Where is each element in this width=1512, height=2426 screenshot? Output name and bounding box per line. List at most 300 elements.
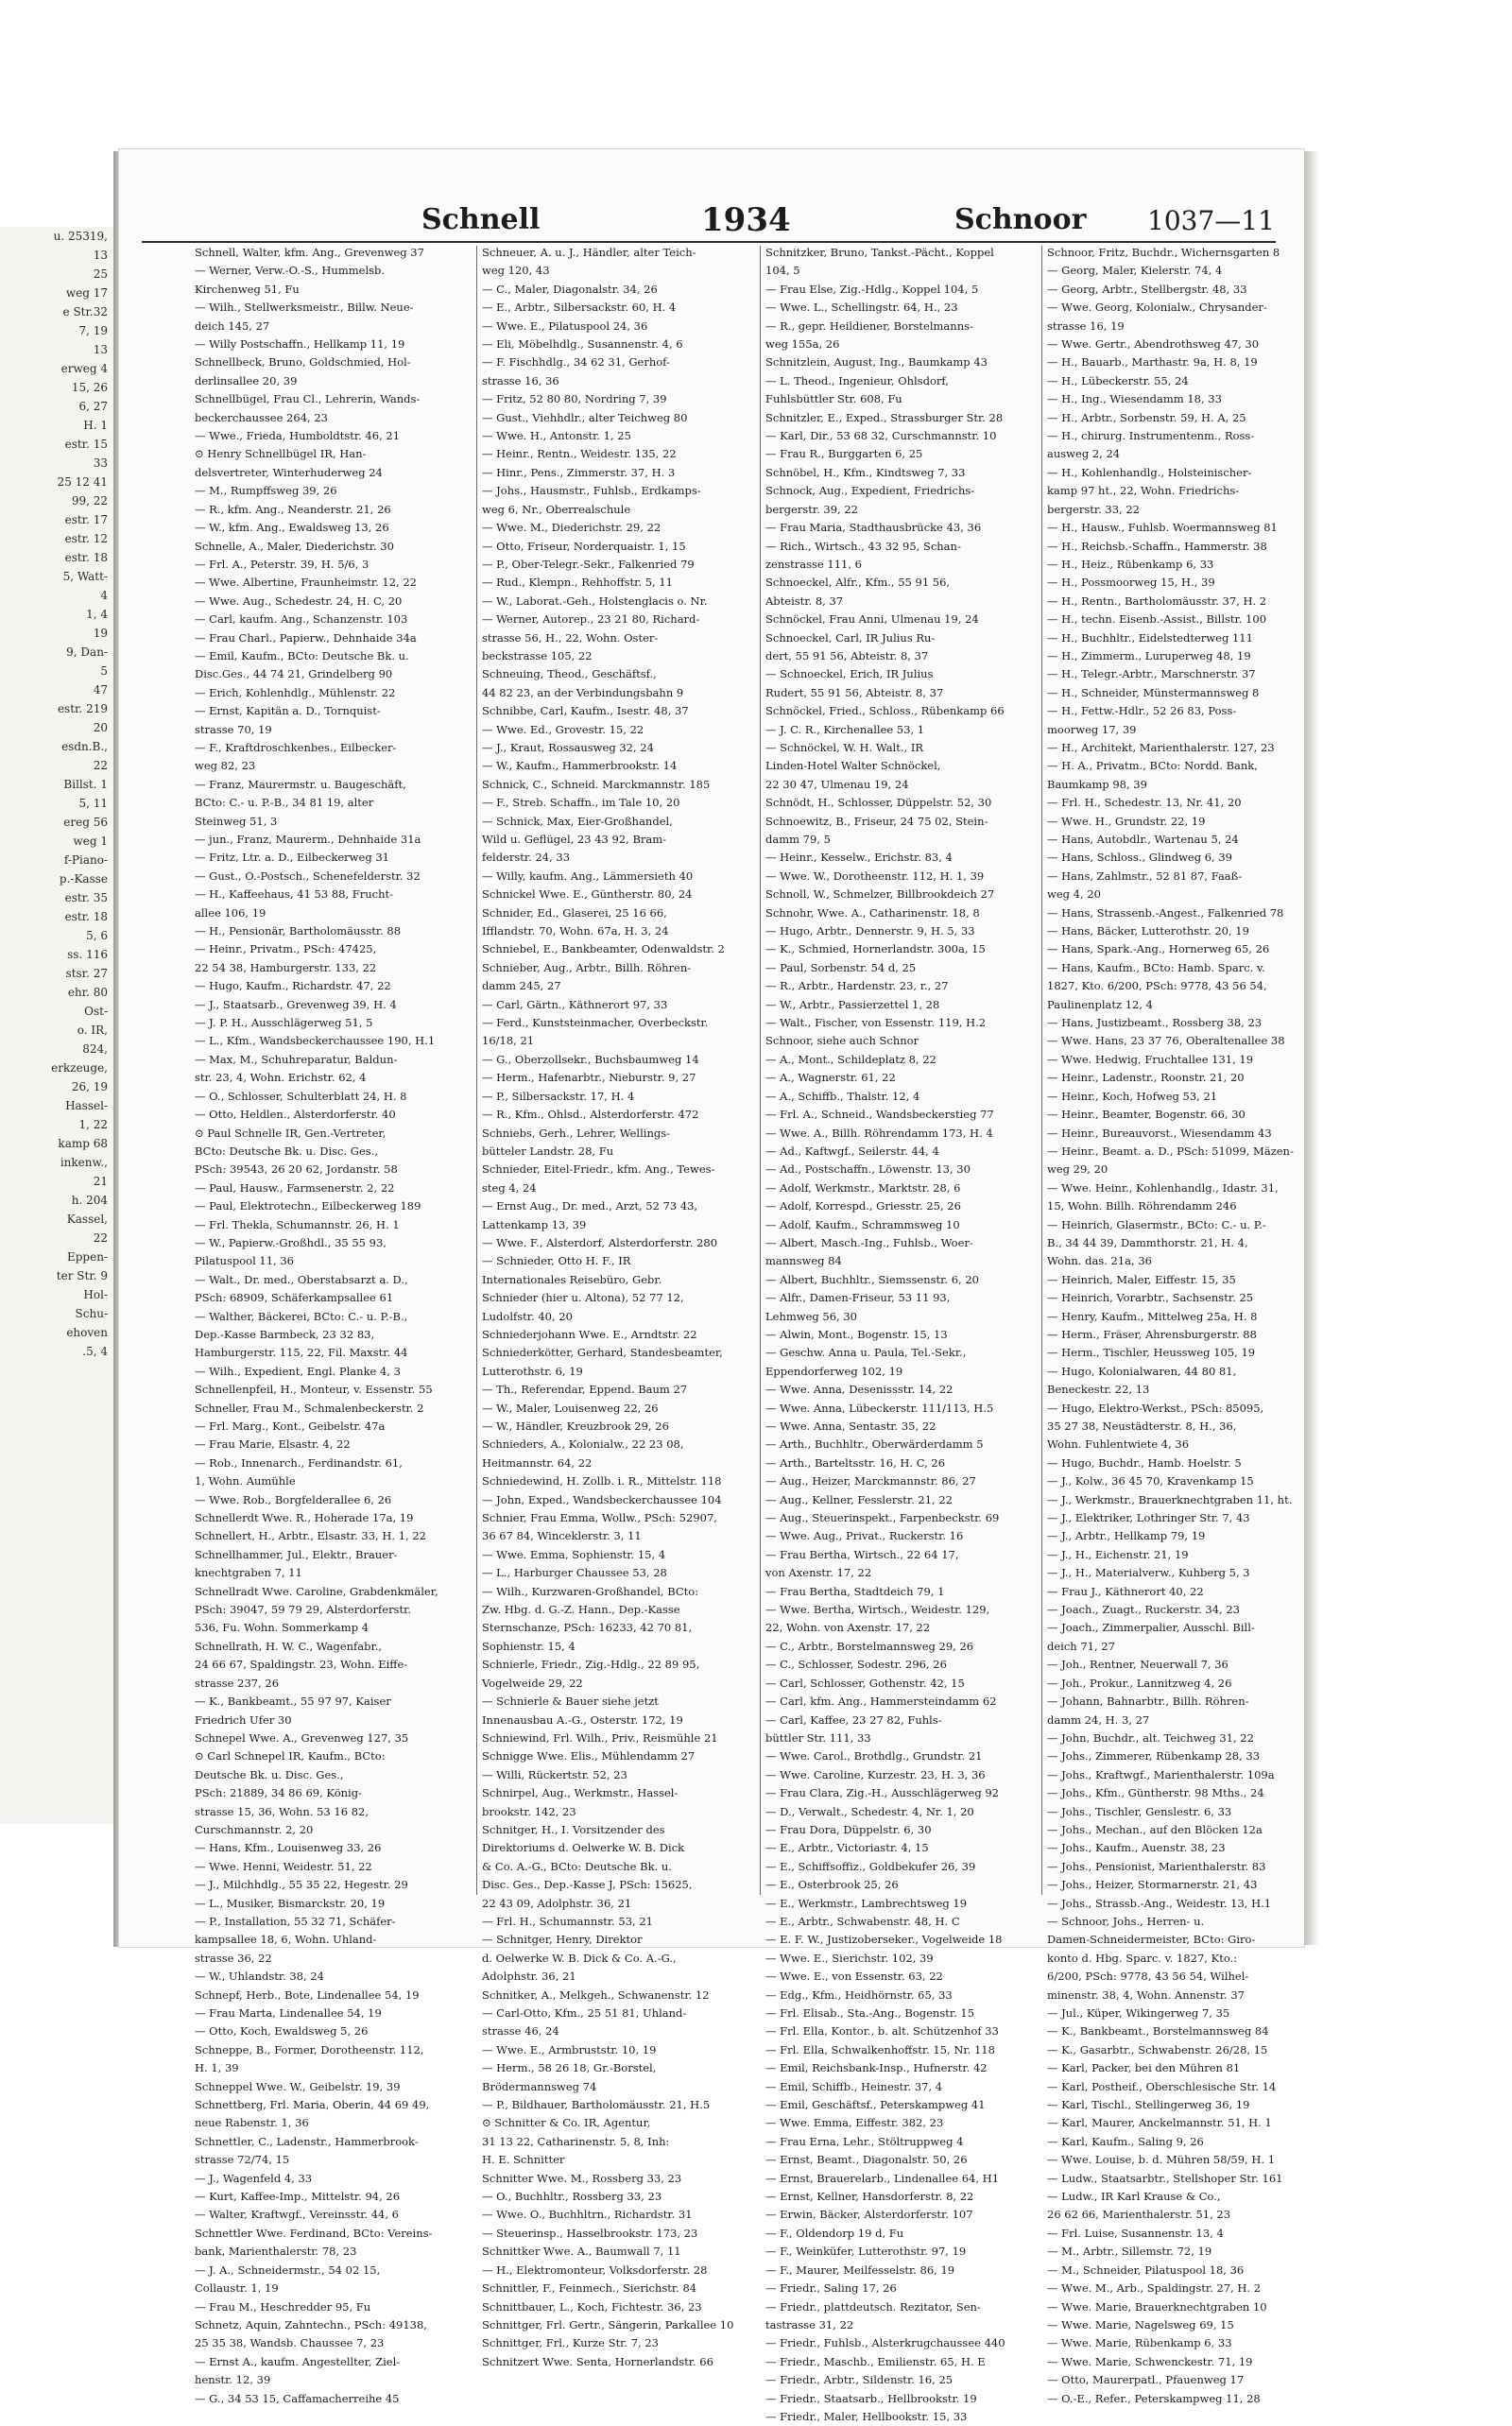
directory-entry-line: — Herm., 58 26 18, Gr.-Borstel,: [482, 2061, 657, 2075]
directory-entry-line: deich 71, 27: [1047, 1639, 1115, 1653]
directory-entry-line: — H. A., Privatm., BCto: Nordd. Bank,: [1047, 759, 1258, 773]
margin-fragment: estr. 17: [64, 513, 108, 526]
directory-entry-line: — Heinrich, Glasermstr., BCto: C.- u. P.-: [1047, 1217, 1266, 1231]
directory-entry-line: — Frau J., Käthnerort 40, 22: [1047, 1584, 1204, 1598]
directory-entry-line: Schnieder (hier u. Altona), 52 77 12,: [482, 1291, 684, 1305]
directory-entry-line: — Johs., Kfm., Güntherstr. 98 Mths., 24: [1047, 1786, 1264, 1800]
directory-entry-line: — Werner, Verw.-O.-S., Hummelsb.: [195, 264, 386, 278]
directory-entry-line: Schnock, Aug., Expedient, Friedrichs-: [765, 484, 975, 498]
directory-entry-line: B., 34 44 39, Dammthorstr. 21, H. 4,: [1047, 1235, 1248, 1249]
directory-entry-line: strasse 46, 24: [482, 2024, 559, 2039]
directory-entry-line: Curschmannstr. 2, 20: [195, 1822, 314, 1836]
header-last-entry-word: Schnoor: [954, 203, 1087, 236]
directory-entry-line: Schnellert, H., Arbtr., Elsastr. 33, H. 1, 22: [195, 1529, 426, 1543]
margin-fragment: 7, 19: [78, 324, 108, 337]
directory-entry-line: Schnittker Wwe. A., Baumwall 7, 11: [482, 2245, 681, 2259]
directory-entry-line: — Hugo, Buchdr., Hamb. Hoelstr. 5: [1047, 1455, 1242, 1470]
directory-entry-line: Schnödt, H., Schlosser, Düppelstr. 52, 30: [765, 796, 992, 810]
directory-entry-line: Schnöckel, Fried., Schloss., Rübenkamp 66: [765, 704, 1005, 718]
margin-fragment: e Str.32: [62, 305, 108, 318]
directory-entry-line: allee 106, 19: [195, 905, 266, 920]
directory-entry-line: — Wwe. O., Buchhltrn., Richardstr. 31: [482, 2208, 693, 2222]
directory-entry-line: — Frau Marta, Lindenallee 54, 19: [195, 2006, 382, 2020]
directory-entry-line: — Johs., Hausmstr., Fuhlsb., Erdkamps-: [482, 484, 701, 498]
directory-entry-line: — Hans, Bäcker, Lutterothstr. 20, 19: [1047, 924, 1249, 938]
directory-entry-line: — Wwe. M., Diederichstr. 29, 22: [482, 521, 662, 535]
margin-fragment: 1, 22: [78, 1118, 108, 1131]
directory-entry-line: — Eli, Möbelhdlg., Susannenstr. 4, 6: [482, 337, 683, 352]
directory-entry-line: — Heinr., Koch, Hofweg 53, 21: [1047, 1089, 1218, 1103]
directory-entry-line: Schniederjohann Wwe. E., Arndtstr. 22: [482, 1327, 697, 1341]
directory-entry-line: derlinsallee 20, 39: [195, 373, 298, 387]
margin-fragment: Hol-: [83, 1288, 108, 1301]
directory-entry-line: — F., Weinküfer, Lutterothstr. 97, 19: [765, 2245, 967, 2259]
directory-entry-line: tastrasse 31, 22: [765, 2317, 854, 2331]
directory-entry-line: 1827, Kto. 6/200, PSch: 9778, 43 56 54,: [1047, 979, 1267, 993]
directory-entry-line: — Emil, Geschäftsf., Peterskampweg 41: [765, 2098, 986, 2112]
directory-entry-line: — Willi, Rückertstr. 52, 23: [482, 1767, 627, 1781]
directory-entry-line: — K., Bankbeamt., Borstelmannsweg 84: [1047, 2024, 1269, 2039]
margin-fragment: ehoven: [66, 1326, 108, 1339]
directory-entry-line: — Wwe. Marie, Schwenckestr. 71, 19: [1047, 2354, 1253, 2368]
margin-fragment: estr. 12: [64, 532, 108, 545]
directory-entry-line: 6/200, PSch: 9778, 43 56 54, Wilhel-: [1047, 1970, 1249, 1984]
directory-entry-line: — Karl, Maurer, Anckelmannstr. 51, H. 1: [1047, 2116, 1272, 2130]
directory-entry-line: — W., Laborat.-Geh., Holstenglacis o. Nr.: [482, 594, 708, 608]
directory-entry-line: weg 82, 23: [195, 759, 256, 773]
directory-entry-line: H. 1, 39: [195, 2061, 239, 2075]
directory-entry-line: — E., Arbtr., Silbersackstr. 60, H. 4: [482, 301, 677, 315]
directory-entry-line: Brödermannsweg 74: [482, 2079, 597, 2093]
directory-entry-line: — Wwe. A., Billh. Röhrendamm 173, H. 4: [765, 1126, 993, 1140]
directory-entry-line: — Schnierle & Bauer siehe jetzt: [482, 1695, 659, 1709]
margin-fragment: 1, 4: [86, 608, 108, 621]
directory-entry-line: — H., chirurg. Instrumentenm., Ross-: [1047, 429, 1255, 443]
directory-entry-line: — Karl, Kaufm., Saling 9, 26: [1047, 2134, 1204, 2148]
directory-entry-line: — Wwe. Anna, Desenissstr. 14, 22: [765, 1383, 954, 1397]
directory-entry-line: — H., Elektromonteur, Volksdorferstr. 28: [482, 2263, 708, 2277]
directory-entry-line: — H., Pensionär, Bartholomäusstr. 88: [195, 924, 402, 938]
directory-entry-line: Steinweg 51, 3: [195, 814, 278, 828]
directory-entry-line: d. Oelwerke W. B. Dick & Co. A.-G.,: [482, 1951, 677, 1965]
directory-entry-line: — E. F. W., Justizoberseker., Vogelweide 18: [765, 1933, 1003, 1947]
directory-entry-line: — F. Fischhdlg., 34 62 31, Gerhof-: [482, 355, 670, 370]
directory-entry-line: — Carl, Kaffee, 23 27 82, Fuhls-: [765, 1712, 942, 1727]
directory-entry-line: — Albert, Masch.-Ing., Fuhlsb., Woer-: [765, 1235, 973, 1249]
directory-entry-line: Schnellerdt Wwe. R., Hoherade 17a, 19: [195, 1511, 414, 1525]
margin-fragment: erkzeuge,: [51, 1061, 108, 1075]
directory-entry-line: — D., Verwalt., Schedestr. 4, Nr. 1, 20: [765, 1804, 974, 1818]
directory-entry-line: Schniewind, Frl. Wilh., Priv., Reismühle 21: [482, 1730, 718, 1745]
directory-entry-line: Wohn. das. 21a, 36: [1047, 1254, 1152, 1268]
directory-entry-line: Rudert, 55 91 56, Abteistr. 8, 37: [765, 685, 944, 699]
directory-entry-line: Zw. Hbg. d. G.-Z. Hann., Dep.-Kasse: [482, 1603, 680, 1617]
directory-entry-line: Heitmannstr. 64, 22: [482, 1455, 593, 1470]
directory-entry-line: — Wwe. Hans, 23 37 76, Oberaltenallee 38: [1047, 1034, 1285, 1048]
margin-fragment: 20: [93, 721, 108, 734]
directory-entry-line: — John, Buchdr., alt. Teichweg 31, 22: [1047, 1730, 1254, 1745]
directory-entry-line: — J., Wagenfeld 4, 33: [195, 2171, 313, 2185]
directory-entry-line: Schneller, Frau M., Schmalenbeckerstr. 2: [195, 1401, 424, 1415]
margin-fragment: weg 1: [73, 834, 108, 848]
directory-entry-line: strasse 237, 26: [195, 1676, 280, 1690]
directory-entry-line: Lutterothstr. 6, 19: [482, 1364, 583, 1378]
directory-entry-line: — H., Ing., Wiesendamm 18, 33: [1047, 392, 1222, 406]
margin-fragment: H. 1: [83, 419, 108, 432]
directory-entry-line: delsvertreter, Winterhuderweg 24: [195, 465, 383, 479]
directory-entry-line: — L. Theod., Ingenieur, Ohlsdorf,: [765, 373, 949, 387]
margin-fragment: Billst. 1: [63, 778, 108, 791]
directory-entry-line: — K., Schmied, Hornerlandstr. 300a, 15: [765, 942, 986, 956]
directory-entry-line: — Ernst, Kellner, Hansdorferstr. 8, 22: [765, 2190, 974, 2204]
directory-entry-line: — Frau Erna, Lehr., Stöltruppweg 4: [765, 2134, 964, 2148]
directory-entry-line: — G., 34 53 15, Caffamacherreihe 45: [195, 2391, 400, 2405]
directory-entry-line: — W., Kaufm., Hammerbrookstr. 14: [482, 759, 678, 773]
directory-entry-line: beckstrasse 105, 22: [482, 648, 593, 662]
directory-entry-line: — Henry, Kaufm., Mittelweg 25a, H. 8: [1047, 1309, 1258, 1323]
directory-entry-line: — Steuerinsp., Hasselbrookstr. 173, 23: [482, 2226, 698, 2240]
directory-entry-line: henstr. 12, 39: [195, 2373, 271, 2387]
directory-entry-line: Innenausbau A.-G., Osterstr. 172, 19: [482, 1712, 683, 1727]
directory-entry-line: 22, Wohn. von Axenstr. 17, 22: [765, 1621, 931, 1635]
margin-fragment: 5, 6: [86, 929, 108, 942]
directory-entry-line: Sternschanze, PSch: 16233, 42 70 81,: [482, 1621, 693, 1635]
directory-entry-line: — M., Rumpffsweg 39, 26: [195, 484, 337, 498]
directory-entry-line: Schnohr, Wwe. A., Catharinenstr. 18, 8: [765, 905, 980, 920]
directory-entry-line: — H., Rentn., Bartholomäusstr. 37, H. 2: [1047, 594, 1267, 608]
margin-fragment: 26, 19: [71, 1080, 108, 1093]
directory-entry-line: — Frau Dora, Düppelstr. 6, 30: [765, 1822, 932, 1836]
directory-entry-line: — Paul, Elektrotechn., Eilbeckerweg 189: [195, 1199, 421, 1213]
directory-entry-line: moorweg 17, 39: [1047, 722, 1137, 736]
directory-entry-line: Beneckestr. 22, 13: [1047, 1383, 1150, 1397]
directory-entry-line: — Wwe. Aug., Privat., Ruckerstr. 16: [765, 1529, 964, 1543]
margin-fragment: 9, Dan-: [66, 645, 108, 659]
directory-entry-line: weg 155a, 26: [765, 337, 840, 352]
directory-entry-line: — Joh., Rentner, Neuerwall 7, 36: [1047, 1658, 1228, 1672]
directory-entry-line: — Karl, Postheif., Oberschlesische Str. 14: [1047, 2079, 1277, 2093]
directory-entry-line: — Jul., Küper, Wikingerweg 7, 35: [1047, 2006, 1230, 2020]
directory-entry-line: — Wwe. Carol., Brothdlg., Grundstr. 21: [765, 1749, 983, 1764]
directory-entry-line: — H., Reichsb.-Schaffn., Hammerstr. 38: [1047, 539, 1267, 553]
directory-entry-line: — Johann, Bahnarbtr., Billh. Röhren-: [1047, 1695, 1249, 1709]
directory-entry-line: ⊙ Carl Schnepel IR, Kaufm., BCto:: [195, 1749, 386, 1764]
directory-entry-line: — P., Silbersackstr. 17, H. 4: [482, 1089, 635, 1103]
directory-entry-line: — Otto, Maurerpatl., Pfauenweg 17: [1047, 2373, 1245, 2387]
directory-entry-line: — Frl. Elisab., Sta.-Ang., Bogenstr. 15: [765, 2006, 975, 2020]
directory-entry-line: Schniederkötter, Gerhard, Standesbeamter,: [482, 1346, 723, 1360]
directory-entry-line: — Willy, kaufm. Ang., Lämmersieth 40: [482, 869, 694, 883]
margin-fragment: 824,: [82, 1042, 108, 1056]
directory-entry-line: — Wilh., Expedient, Engl. Planke 4, 3: [195, 1364, 401, 1378]
directory-entry-line: — Frau Maria, Stadthausbrücke 43, 36: [765, 521, 982, 535]
column-divider: [476, 246, 477, 1895]
directory-entry-line: & Co. A.-G., BCto: Deutsche Bk. u.: [482, 1859, 672, 1873]
directory-entry-line: bergerstr. 39, 22: [765, 502, 858, 516]
directory-entry-line: — Hans, Zahlmstr., 52 81 87, Faaß-: [1047, 869, 1243, 883]
directory-entry-line: — W., Papierw.-Großhdl., 35 55 93,: [195, 1235, 387, 1249]
directory-entry-line: — Carl, kaufm. Ang., Schanzenstr. 103: [195, 612, 408, 627]
directory-entry-line: PSch: 21889, 34 86 69, König-: [195, 1786, 362, 1800]
directory-entry-line: — Hugo, Kolonialwaren, 44 80 81,: [1047, 1364, 1237, 1378]
directory-entry-line: Fuhlsbüttler Str. 608, Fu: [765, 392, 902, 406]
directory-entry-line: Schnirpel, Aug., Werkmstr., Hassel-: [482, 1786, 679, 1800]
directory-entry-line: 31 13 22, Catharinenstr. 5, 8, Inh:: [482, 2134, 670, 2148]
directory-entry-line: — Friedr., Maschb., Emilienstr. 65, H. E: [765, 2354, 986, 2368]
directory-entry-line: Dep.-Kasse Barmbeck, 23 32 83,: [195, 1327, 375, 1341]
directory-entry-line: Schnellenpfeil, H., Monteur, v. Essenstr. 55: [195, 1383, 433, 1397]
margin-fragment: estr. 15: [64, 438, 108, 451]
directory-entry-line: — Schnieder, Otto H. F., IR: [482, 1254, 631, 1268]
directory-entry-line: — Ernst, Brauerelarb., Lindenallee 64, H1: [765, 2171, 1000, 2185]
directory-entry-line: — Herm., Fräser, Ahrensburgerstr. 88: [1047, 1327, 1257, 1341]
directory-entry-line: Schnibbe, Carl, Kaufm., Isestr. 48, 37: [482, 704, 689, 718]
directory-entry-line: minenstr. 38, 4, Wohn. Annenstr. 37: [1047, 1987, 1245, 2002]
directory-entry-line: — H., Zimmerm., Luruperweg 48, 19: [1047, 648, 1251, 662]
directory-entry-line: Schnittbauer, L., Koch, Fichtestr. 36, 23: [482, 2299, 702, 2314]
margin-fragment: estr. 18: [64, 910, 108, 923]
directory-entry-line: neue Rabenstr. 1, 36: [195, 2116, 309, 2130]
directory-entry-line: — Johs., Mechan., auf den Blöcken 12a: [1047, 1822, 1263, 1836]
directory-entry-line: — Aug., Heizer, Marckmannstr. 86, 27: [765, 1474, 976, 1488]
directory-entry-line: Paulinenplatz 12, 4: [1047, 997, 1153, 1011]
directory-entry-line: — Friedr., Fuhlsb., Alsterkrugchaussee 440: [765, 2336, 1005, 2350]
directory-entry-line: — Ad., Postschaffn., Löwenstr. 13, 30: [765, 1162, 971, 1177]
directory-entry-line: H. E. Schnitter: [482, 2153, 565, 2167]
directory-column-4: [1047, 244, 1321, 2405]
directory-entry-line: — Aug., Kellner, Fesslerstr. 21, 22: [765, 1492, 953, 1506]
directory-entry-line: felderstr. 24, 33: [482, 851, 571, 865]
directory-entry-line: — E., Arbtr., Schwabenstr. 48, H. C: [765, 1914, 960, 1928]
directory-entry-line: — J., Kraut, Rossausweg 32, 24: [482, 740, 654, 754]
directory-entry-line: Sophienstr. 15, 4: [482, 1639, 576, 1653]
directory-entry-line: — Fritz, Ltr. a. D., Eilbeckerweg 31: [195, 851, 389, 865]
directory-entry-line: — H., Kohlenhandlg., Holsteinischer-: [1047, 465, 1252, 479]
directory-entry-line: Linden-Hotel Walter Schnöckel,: [765, 759, 941, 773]
directory-entry-line: — Arth., Buchhltr., Oberwärderdamm 5: [765, 1437, 984, 1452]
directory-entry-line: — P., Installation, 55 32 71, Schäfer-: [195, 1914, 396, 1928]
directory-entry-line: — H., Bauarb., Marthastr. 9a, H. 8, 19: [1047, 355, 1258, 370]
directory-entry-line: Schniebs, Gerh., Lehrer, Wellings-: [482, 1126, 671, 1140]
directory-entry-line: — Franz, Maurermstr. u. Baugeschäft,: [195, 777, 406, 791]
directory-entry-line: Lattenkamp 13, 39: [482, 1217, 587, 1231]
directory-entry-line: Damen-Schneidermeister, BCto: Giro-: [1047, 1933, 1256, 1947]
margin-fragment: h. 204: [71, 1194, 108, 1207]
directory-entry-line: — Hans, Kaufm., BCto: Hamb. Sparc. v.: [1047, 960, 1265, 974]
directory-entry-line: — J., Staatsarb., Grevenweg 39, H. 4: [195, 997, 397, 1011]
margin-fragment: 5, Watt-: [62, 570, 108, 583]
directory-entry-line: Schnitzert Wwe. Senta, Hornerlandstr. 66: [482, 2354, 713, 2368]
directory-entry-line: — R., gepr. Heildiener, Borstelmanns-: [765, 318, 973, 333]
directory-entry-line: 22 30 47, Ulmenau 19, 24: [765, 777, 909, 791]
directory-entry-line: — Wwe. Hedwig, Fruchtallee 131, 19: [1047, 1052, 1254, 1066]
directory-entry-line: — Otto, Friseur, Norderquaistr. 1, 15: [482, 539, 686, 553]
directory-entry-line: 1, Wohn. Aumühle: [195, 1474, 296, 1488]
directory-entry-line: damm 245, 27: [482, 979, 561, 993]
directory-entry-line: Ludolfstr. 40, 20: [482, 1309, 573, 1323]
directory-entry-line: Schnellbügel, Frau Cl., Lehrerin, Wands-: [195, 392, 421, 406]
directory-entry-line: Schnick, C., Schneid. Marckmannstr. 185: [482, 777, 711, 791]
directory-entry-line: — Karl, Dir., 53 68 32, Curschmannstr. 10: [765, 429, 997, 443]
directory-entry-line: — Schnoor, Johs., Herren- u.: [1047, 1914, 1205, 1928]
directory-entry-line: Schnellbeck, Bruno, Goldschmied, Hol-: [195, 355, 411, 370]
directory-entry-line: — Wwe. Aug., Schedestr. 24, H. C, 20: [195, 594, 403, 608]
directory-entry-line: — J., Kolw., 36 45 70, Kravenkamp 15: [1047, 1474, 1254, 1488]
directory-entry-line: — R., Arbtr., Hardenstr. 23, r., 27: [765, 979, 949, 993]
directory-entry-line: weg 29, 20: [1047, 1162, 1108, 1177]
directory-entry-line: — Wwe. Anna, Lübeckerstr. 111/113, H.5: [765, 1401, 994, 1415]
directory-entry-line: — Friedr., Maler, Hellbookstr. 15, 33: [765, 2409, 968, 2423]
directory-entry-line: — Adolf, Werkmstr., Marktstr. 28, 6: [765, 1180, 961, 1195]
directory-entry-line: — Erwin, Bäcker, Alsterdorferstr. 107: [765, 2208, 973, 2222]
directory-entry-line: — E., Osterbrook 25, 26: [765, 1878, 899, 1892]
directory-entry-line: — Erich, Kohlenhdlg., Mühlenstr. 22: [195, 685, 396, 699]
directory-entry-line: Kirchenweg 51, Fu: [195, 282, 300, 296]
directory-entry-line: ⊙ Schnitter & Co. IR, Agentur,: [482, 2116, 651, 2130]
directory-entry-line: — Frl. Thekla, Schumannstr. 26, H. 1: [195, 1217, 400, 1231]
directory-entry-line: — Fritz, 52 80 80, Nordring 7, 39: [482, 392, 667, 406]
directory-entry-line: — Rud., Klempn., Rehhoffstr. 5, 11: [482, 576, 673, 590]
margin-fragment: ehr. 80: [67, 986, 108, 999]
directory-entry-line: — Wwe. Georg, Kolonialw., Chrysander-: [1047, 301, 1267, 315]
directory-entry-line: Schnoeckel, Carl, IR Julius Ru-: [765, 630, 936, 645]
directory-entry-line: 16/18, 21: [482, 1034, 535, 1048]
directory-entry-line: Schnetz, Aquin, Zahntechn., PSch: 49138,: [195, 2317, 427, 2331]
directory-entry-line: 22 54 38, Hamburgerstr. 133, 22: [195, 960, 377, 974]
directory-entry-line: Schnickel Wwe. E., Güntherstr. 80, 24: [482, 887, 693, 902]
directory-entry-line: — Wwe. Heinr., Kohlenhandlg., Idastr. 31,: [1047, 1180, 1279, 1195]
directory-entry-line: — Wilh., Kurzwaren-Großhandel, BCto:: [482, 1584, 699, 1598]
header-page-number: 1037—11: [1147, 205, 1275, 236]
directory-entry-line: — Heinr., Bureauvorst., Wiesendamm 43: [1047, 1126, 1272, 1140]
directory-entry-line: — Hans, Justizbeamt., Rossberg 38, 23: [1047, 1016, 1263, 1030]
directory-entry-line: — Herm., Hafenarbtr., Nieburstr. 9, 27: [482, 1071, 696, 1085]
margin-fragment: p.-Kasse: [59, 872, 108, 886]
directory-entry-line: — J. C. R., Kirchenallee 53, 1: [765, 722, 925, 736]
directory-entry-line: kampsallee 18, 6, Wohn. Uhland-: [195, 1933, 377, 1947]
margin-fragment: 5, 11: [78, 797, 108, 810]
directory-entry-line: — Wwe. Emma, Eiffestr. 382, 23: [765, 2116, 944, 2130]
directory-entry-line: — H., Heiz., Rübenkamp 6, 33: [1047, 557, 1214, 571]
directory-entry-line: Schnoor, siehe auch Schnor: [765, 1034, 919, 1048]
directory-entry-line: — M., Arbtr., Sillemstr. 72, 19: [1047, 2245, 1212, 2259]
directory-entry-line: — Frau R., Burggarten 6, 25: [765, 447, 923, 461]
margin-fragment: inkenw.,: [60, 1156, 108, 1169]
directory-entry-line: — W., kfm. Ang., Ewaldsweg 13, 26: [195, 521, 389, 535]
directory-entry-line: — jun., Franz, Maurerm., Dehnhaide 31a: [195, 833, 421, 846]
directory-entry-line: — Ludw., Staatsarbtr., Stellshoper Str. 161: [1047, 2171, 1283, 2185]
directory-entry-line: PSch: 68909, Schäferkampsallee 61: [195, 1291, 394, 1305]
directory-entry-line: Schneppel Wwe. W., Geibelstr. 19, 39: [195, 2079, 401, 2093]
directory-entry-line: Direktoriums d. Oelwerke W. B. Dick: [482, 1841, 685, 1855]
directory-entry-line: — W., Händler, Kreuzbrook 29, 26: [482, 1419, 669, 1433]
directory-entry-line: Schnellradt Wwe. Caroline, Grabdenkmäler,: [195, 1584, 438, 1598]
margin-fragment: o. IR,: [77, 1024, 108, 1037]
directory-entry-line: Schnoor, Fritz, Buchdr., Wichernsgarten 8: [1047, 246, 1280, 259]
directory-entry-line: — Schnick, Max, Eier-Großhandel,: [482, 814, 673, 828]
directory-entry-line: — C., Schlosser, Sodestr. 296, 26: [765, 1658, 947, 1672]
directory-entry-line: BCto: Deutsche Bk. u. Disc. Ges.,: [195, 1144, 379, 1158]
directory-entry-line: — Carl, Gärtn., Käthnerort 97, 33: [482, 997, 668, 1011]
directory-entry-line: — Emil, Schiffb., Heinestr. 37, 4: [765, 2079, 943, 2093]
directory-entry-line: — Rich., Wirtsch., 43 32 95, Schan-: [765, 539, 961, 553]
directory-entry-line: Adolphstr. 36, 21: [482, 1970, 576, 1984]
directory-entry-line: ausweg 2, 24: [1047, 447, 1121, 461]
directory-entry-line: — Johs., Heizer, Stormarnerstr. 21, 43: [1047, 1878, 1258, 1892]
directory-entry-line: — E., Werkmstr., Lambrechtsweg 19: [765, 1896, 968, 1910]
directory-entry-line: — Walt., Dr. med., Oberstabsarzt a. D.,: [195, 1272, 408, 1286]
directory-entry-line: — Geschw. Anna u. Paula, Tel.-Sekr.,: [765, 1346, 967, 1360]
directory-entry-line: — Wwe. Marie, Rübenkamp 6, 33: [1047, 2336, 1232, 2350]
directory-entry-line: — Edg., Kfm., Heidhörnstr. 65, 33: [765, 1987, 953, 2002]
directory-entry-line: — M., Schneider, Pilatuspool 18, 36: [1047, 2263, 1245, 2277]
margin-fragment: weg 17: [65, 286, 108, 300]
directory-entry-line: kamp 97 ht., 22, Wohn. Friedrichs-: [1047, 484, 1240, 498]
directory-entry-line: — Wwe. Albertine, Fraunheimstr. 12, 22: [195, 576, 417, 590]
directory-entry-line: — F., Oldendorp 19 d, Fu: [765, 2226, 904, 2240]
margin-fragment: u. 25319,: [53, 230, 108, 243]
directory-entry-line: weg 4, 20: [1047, 887, 1101, 902]
directory-entry-line: Schnettler, C., Ladenstr., Hammerbrook-: [195, 2134, 419, 2148]
directory-entry-line: steg 4, 24: [482, 1180, 537, 1195]
directory-entry-line: Schnöbel, H., Kfm., Kindtsweg 7, 33: [765, 465, 966, 479]
directory-entry-line: 25 35 38, Wandsb. Chaussee 7, 23: [195, 2336, 385, 2350]
directory-entry-line: Disc.Ges., 44 74 21, Grindelberg 90: [195, 667, 393, 681]
directory-entry-line: — Wwe. Marie, Brauerknechtgraben 10: [1047, 2299, 1267, 2314]
directory-entry-line: damm 79, 5: [765, 833, 831, 846]
directory-entry-line: — Wwe. F., Alsterdorf, Alsterdorferstr. 280: [482, 1235, 718, 1249]
directory-entry-line: — Johs., Pensionist, Marienthalerstr. 83: [1047, 1859, 1266, 1873]
directory-entry-line: — Frl. H., Schumannstr. 53, 21: [482, 1914, 653, 1928]
directory-entry-line: von Axenstr. 17, 22: [765, 1566, 872, 1580]
directory-entry-line: 35 27 38, Neustädterstr. 8, H., 36,: [1047, 1419, 1237, 1433]
margin-fragment: ss. 116: [67, 948, 108, 961]
directory-entry-line: — Frl. Marg., Kont., Geibelstr. 47a: [195, 1419, 386, 1433]
directory-entry-line: — K., Bankbeamt., 55 97 97, Kaiser: [195, 1695, 391, 1709]
margin-fragment: 6, 27: [78, 400, 108, 413]
directory-entry-line: — Heinr., Ladenstr., Roonstr. 21, 20: [1047, 1071, 1245, 1085]
directory-entry-line: — H., Kaffeehaus, 41 53 88, Frucht-: [195, 887, 394, 902]
directory-entry-line: — F., Maurer, Meilfesselstr. 86, 19: [765, 2263, 955, 2277]
directory-entry-line: — Frl. Luise, Susannenstr. 13, 4: [1047, 2226, 1224, 2240]
directory-entry-line: — Otto, Koch, Ewaldsweg 5, 26: [195, 2024, 369, 2039]
directory-entry-line: knechtgraben 7, 11: [195, 1566, 302, 1580]
directory-entry-line: — C., Arbtr., Borstelmannsweg 29, 26: [765, 1639, 974, 1653]
margin-fragment: 15, 26: [71, 381, 108, 394]
directory-entry-line: 24 66 67, Spaldingstr. 23, Wohn. Eiffe-: [195, 1658, 408, 1672]
margin-fragment: kamp 68: [58, 1137, 108, 1150]
directory-entry-line: — F., Kraftdroschkenbes., Eilbecker-: [195, 740, 397, 754]
directory-entry-line: — Max, M., Schuhreparatur, Baldun-: [195, 1052, 398, 1066]
directory-entry-line: — Friedr., Saling 17, 26: [765, 2281, 897, 2296]
directory-entry-line: — Wwe. Caroline, Kurzestr. 23, H. 3, 36: [765, 1767, 986, 1781]
directory-entry-line: Schnitzler, E., Exped., Strassburger Str. 28: [765, 410, 1004, 424]
margin-fragment: ter Str. 9: [56, 1269, 108, 1282]
directory-entry-line: ⊙ Paul Schnelle IR, Gen.-Vertreter,: [195, 1126, 387, 1140]
directory-entry-line: — Frl. A., Peterstr. 39, H. 5/6, 3: [195, 557, 369, 571]
margin-fragment: estr. 35: [64, 891, 108, 904]
directory-entry-line: — Willy Postschaffn., Hellkamp 11, 19: [195, 337, 405, 352]
directory-entry-line: — J. A., Schneidermstr., 54 02 15,: [195, 2263, 381, 2277]
directory-entry-line: — J., H., Eichenstr. 21, 19: [1047, 1547, 1189, 1561]
directory-entry-line: — Wwe. Emma, Sophienstr. 15, 4: [482, 1547, 666, 1561]
directory-entry-line: — E., Arbtr., Victoriastr. 4, 15: [765, 1841, 929, 1855]
directory-entry-line: — Heinr., Rentn., Weidestr. 135, 22: [482, 447, 677, 461]
directory-entry-line: — R., kfm. Ang., Neanderstr. 21, 26: [195, 502, 391, 516]
directory-entry-line: — Frau Marie, Elsastr. 4, 22: [195, 1437, 351, 1452]
directory-entry-line: Schniebel, E., Bankbeamter, Odenwaldstr. 2: [482, 942, 725, 956]
directory-entry-line: — Ludw., IR Karl Krause & Co.,: [1047, 2190, 1221, 2204]
